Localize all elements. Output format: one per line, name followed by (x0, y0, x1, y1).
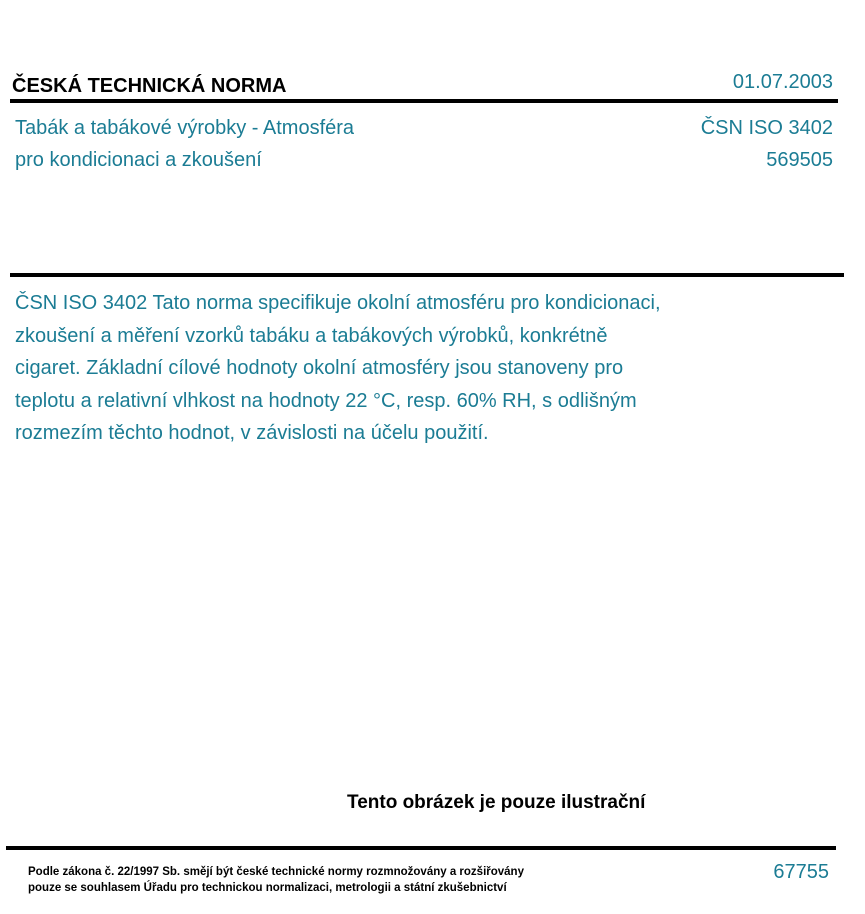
abstract-line: rozmezím těchto hodnot, v závislosti na účelu použití. (15, 422, 489, 444)
document-number: 67755 (773, 861, 829, 883)
standard-code: ČSN ISO 3402 (700, 117, 833, 139)
document-type-heading: ČESKÁ TECHNICKÁ NORMA (12, 75, 287, 97)
legal-notice (28, 864, 524, 896)
abstract-text (15, 287, 735, 450)
section-divider (10, 273, 844, 277)
footer-divider (6, 846, 836, 850)
abstract-line: ČSN ISO 3402 Tato norma specifikuje okolní atmosféru pro kondicionaci, (15, 292, 661, 314)
header-divider (10, 99, 838, 103)
abstract-line: teplotu a relativní vlhkost na hodnoty 22 °C, resp. 60% RH, s odlišným (15, 389, 637, 412)
legal-notice-line: Podle zákona č. 22/1997 Sb. smějí být české technické normy rozmnožovány a rozšiřovány (28, 866, 524, 878)
illustrative-notice: Tento obrázek je pouze ilustrační (347, 792, 646, 813)
standard-title-line-1: Tabák a tabákové výrobky - Atmosféra (15, 117, 355, 139)
legal-notice-line: pouze se souhlasem Úřadu pro technickou normalizaci, metrologii a státní zkušebnictví (28, 882, 507, 894)
abstract-line: cigaret. Základní cílové hodnoty okolní atmosféry jsou stanoveny pro (15, 357, 624, 379)
effective-date: 01.07.2003 (732, 71, 833, 93)
standard-title-line-2: pro kondicionaci a zkoušení (15, 149, 262, 171)
catalog-number: 569505 (766, 149, 833, 171)
abstract-line: zkoušení a měření vzorků tabáku a tabákových výrobků, konkrétně (15, 324, 608, 347)
